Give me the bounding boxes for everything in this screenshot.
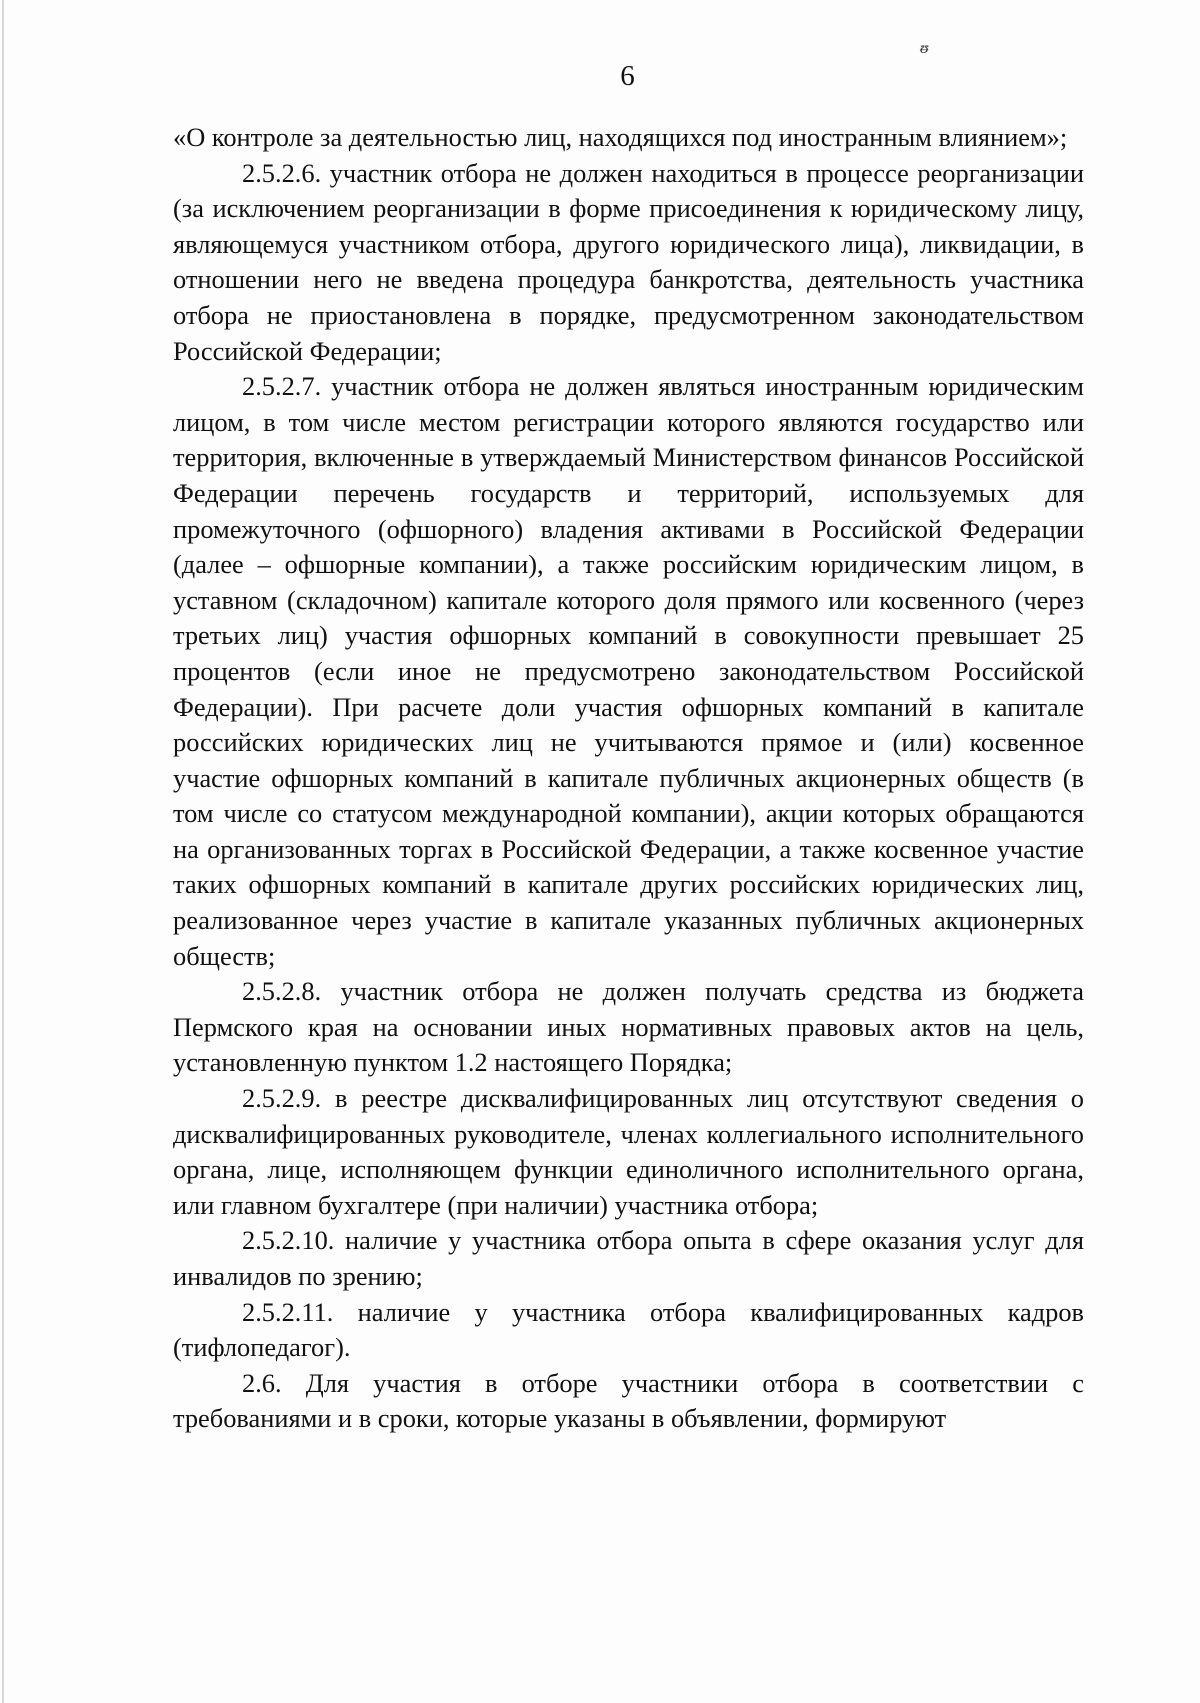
paragraph-continuation: «О контроле за деятельностью лиц, находящихся под иностранным влиянием»; bbox=[173, 122, 1068, 152]
paragraph-2-5-2-7: 2.5.2.7. участник отбора не должен являться иностранным юридическим лицом, в том числе местом регистрации которого являются государство или территория, включенные в утверждаемый Министерством финансов Российской Федерации перечень государств и территорий, используемых для промежуточного (офшорного) владения активами в Российской Федерации (далее – офшорные компании), а также российским юридическим лицом, в уставном (складочном) капитале которого доля прямого или косвенного (через третьих лиц) участия офшорных компаний в совокупности превышает 25 процентов (если иное не предусмотрено законодательством Российской Федерации). При расчете доли участия офшорных компаний в капитале российских юридических лиц не учитываются прямое и (или) косвенное участие офшорных компаний в капитале публичных акционерных обществ (в том числе со статусом международной компании), акции которых обращаются на организованных торгах в Российской Федерации, а также косвенное участие таких офшорных компаний в капитале других российских юридических лиц, реализованное через участие в капитале указанных публичных акционерных обществ; bbox=[173, 371, 1084, 971]
paragraph-2-5-2-6: 2.5.2.6. участник отбора не должен находиться в процессе реорганизации (за исключением реорганизации в форме присоединения к юридическому лицу, являющемуся участником отбора, другого юридического лица), ликвидации, в отношении него не введена процедура банкротства, деятельность участника отбора не приостановлена в порядке, предусмотренном законодательством Российской Федерации; bbox=[173, 157, 1084, 366]
corner-mark: ᵿ bbox=[920, 40, 929, 57]
paragraph-2-5-2-9: 2.5.2.9. в реестре дисквалифицированных лиц отсутствуют сведения о дисквалифицированных руководителе, членах коллегиального исполнительного органа, лице, исполняющем функции единоличного исполнительного органа, или главном бухгалтере (при наличии) участника отбора; bbox=[173, 1083, 1084, 1220]
document-body bbox=[173, 120, 1084, 1437]
paragraph-2-5-2-10: 2.5.2.10. наличие у участника отбора опыта в сфере оказания услуг для инвалидов по зрению; bbox=[173, 1225, 1084, 1291]
page-number: 6 bbox=[620, 60, 635, 92]
scan-edge bbox=[2, 0, 4, 1703]
paragraph-2-5-2-8: 2.5.2.8. участник отбора не должен получать средства из бюджета Пермского края на основании иных нормативных правовых актов на цель, установленную пунктом 1.2 настоящего Порядка; bbox=[173, 976, 1084, 1078]
paragraph-2-5-2-11: 2.5.2.11. наличие у участника отбора квалифицированных кадров (тифлопедагог). bbox=[173, 1296, 1084, 1363]
paragraph-2-6: 2.6. Для участия в отборе участники отбора в соответствии с требованиями и в сроки, которые указаны в объявлении, формируют bbox=[173, 1367, 1084, 1434]
